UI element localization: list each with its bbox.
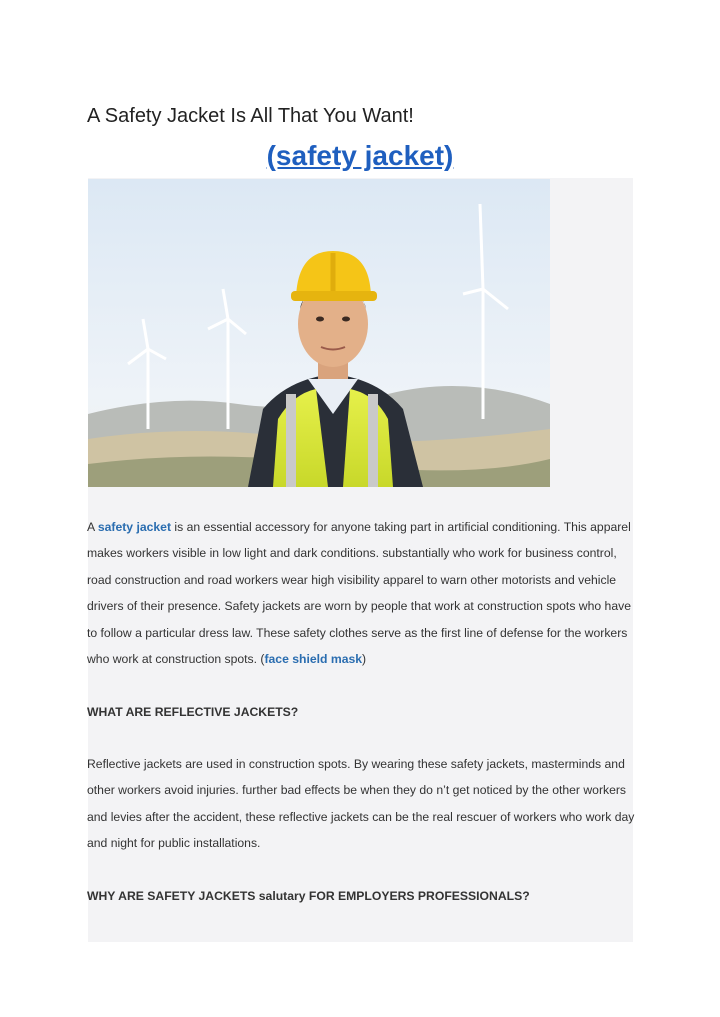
- worker-in-hardhat-image: [88, 179, 550, 487]
- paragraph-intro: [87, 514, 637, 672]
- para1-after: is an essential accessory for anyone taking part in artificial conditioning. This apparel makes workers visible in low light and dark conditions. substantially who work for business control, road construction and road workers wear high visibility apparel to warn other motorists and vehicle drivers of their presence. Safety jackets are worn by people that work at construction spots who have to follow a particular dress law. These safety clothes serve as the first line of defense for the workers who work at construction spots. (: [87, 520, 631, 667]
- heading-reflective-jackets: WHAT ARE REFLECTIVE JACKETS?: [87, 705, 299, 719]
- heading-why-safety-jackets: WHY ARE SAFETY JACKETS salutary FOR EMPLOYERS PROFESSIONALS?: [87, 889, 530, 903]
- title-link[interactable]: (safety jacket): [266, 140, 454, 171]
- para1-before: A: [87, 520, 98, 534]
- face-shield-mask-link[interactable]: face shield mask: [264, 652, 363, 667]
- safety-jacket-link[interactable]: safety jacket: [97, 520, 172, 534]
- page-title: A Safety Jacket Is All That You Want!: [87, 105, 414, 127]
- paragraph-reflective: Reflective jackets are used in construction spots. By wearing these safety jackets, masterminds and other workers avoid injuries. further bad effects be when they do n’t get noticed by the other workers and levies after the accident, these reflective jackets can be the real rescuer of workers who work day and night for public installations.: [87, 757, 635, 851]
- para1-closing: ): [362, 652, 367, 667]
